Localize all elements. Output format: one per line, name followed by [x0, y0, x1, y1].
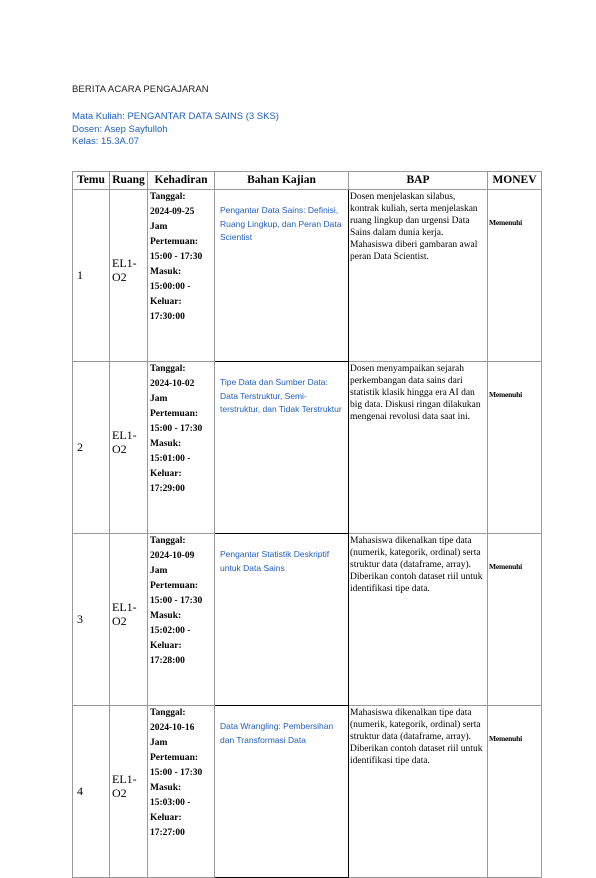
cell-ruang: EL1-O2: [110, 190, 148, 362]
cell-bap: Mahasiswa dikenalkan tipe data (numerik, kategorik, ordinal) serta struktur data (dataframe, array). Diberikan contoh dataset riil untuk identifikasi tipe data.: [349, 534, 488, 706]
cell-temu: 2: [73, 362, 110, 534]
cell-bap: Dosen menjelaskan silabus, kontrak kuliah, serta menjelaskan ruang lingkup dan urgensi Data Sains dalam dunia kerja. Mahasiswa diberi gambaran awal peran Data Scientist.: [349, 190, 488, 362]
cell-bap: Dosen menyampaikan sejarah perkembangan data sains dari statistik klasik hingga era AI dan big data. Diskusi ringan dilakukan mengenai revolusi data saat ini.: [349, 362, 488, 534]
cell-temu: 3: [73, 534, 110, 706]
cell-bahan-kajian: Tipe Data dan Sumber Data: Data Terstruktur, Semi-terstruktur, dan Tidak Terstruktur: [215, 362, 349, 534]
cell-bahan-kajian: Pengantar Statistik Deskriptif untuk Data Sains: [215, 534, 349, 706]
attendance-out-label: Keluar:: [150, 641, 182, 651]
attendance-jam-label: Jam: [150, 394, 168, 404]
attendance-jam-label: Jam: [150, 738, 168, 748]
attendance-date: 2024-10-16: [150, 723, 195, 733]
attendance-in-time: 15:03:00 -: [150, 798, 191, 808]
cell-bap: Mahasiswa dikenalkan tipe data (numerik, kategorik, ordinal) serta struktur data (dataframe, array). Diberikan contoh dataset riil untuk identifikasi tipe data.: [349, 706, 488, 878]
attendance-jam-label: Jam: [150, 222, 168, 232]
header-kehadiran: Kehadiran: [148, 172, 215, 190]
attendance-date-label: Tanggal:: [150, 192, 186, 202]
cell-kehadiran: [148, 190, 215, 362]
cell-monev: Memenuhi: [488, 190, 542, 362]
attendance-jam-label: Jam: [150, 566, 168, 576]
attendance-in-label: Masuk:: [150, 611, 182, 621]
header-temu: Temu: [73, 172, 110, 190]
attendance-in-time: 15:00:00 -: [150, 282, 191, 292]
cell-monev: Memenuhi: [488, 706, 542, 878]
attendance-out-time: 17:30:00: [150, 312, 185, 322]
attendance-session-label: Pertemuan:: [150, 753, 199, 763]
attendance-session-label: Pertemuan:: [150, 237, 199, 247]
document-title: BERITA ACARA PENGAJARAN: [72, 84, 209, 95]
cell-temu: 4: [73, 706, 110, 878]
attendance-in-label: Masuk:: [150, 783, 182, 793]
attendance-date-label: Tanggal:: [150, 708, 186, 718]
cell-kehadiran: [148, 362, 215, 534]
table-header-row: [73, 172, 542, 190]
header-monev: MONEV: [488, 172, 542, 190]
attendance-out-label: Keluar:: [150, 813, 182, 823]
attendance-session-label: Pertemuan:: [150, 409, 199, 419]
cell-temu: 1: [73, 190, 110, 362]
header-bap: BAP: [349, 172, 488, 190]
course-info: [72, 111, 279, 149]
cell-ruang: EL1-O2: [110, 362, 148, 534]
attendance-out-time: 17:28:00: [150, 656, 185, 666]
header-bahan-kajian: Bahan Kajian: [215, 172, 349, 190]
class-code: Kelas: 15.3A.07: [72, 136, 140, 147]
attendance-session-time: 15:00 - 17:30: [150, 424, 203, 434]
attendance-out-label: Keluar:: [150, 469, 182, 479]
cell-kehadiran: [148, 706, 215, 878]
cell-ruang: EL1-O2: [110, 706, 148, 878]
header-ruang: Ruang: [110, 172, 148, 190]
table-row: [73, 534, 542, 706]
attendance-date: 2024-10-02: [150, 379, 195, 389]
teaching-record-table: [72, 171, 542, 878]
course-name: Mata Kuliah: PENGANTAR DATA SAINS (3 SKS): [72, 111, 279, 122]
attendance-in-time: 15:02:00 -: [150, 626, 191, 636]
attendance-in-time: 15:01:00 -: [150, 454, 191, 464]
lecturer-name: Dosen: Asep Sayfulloh: [72, 123, 168, 135]
cell-monev: Memenuhi: [488, 362, 542, 534]
attendance-session-time: 15:00 - 17:30: [150, 596, 203, 606]
table-row: [73, 362, 542, 534]
attendance-session-time: 15:00 - 17:30: [150, 252, 203, 262]
attendance-in-label: Masuk:: [150, 267, 182, 277]
attendance-session-label: Pertemuan:: [150, 581, 199, 591]
table-row: [73, 706, 542, 878]
attendance-out-time: 17:27:00: [150, 828, 185, 838]
table-row: [73, 190, 542, 362]
attendance-date-label: Tanggal:: [150, 536, 186, 546]
cell-bahan-kajian: Pengantar Data Sains: Definisi, Ruang Lingkup, dan Peran Data Scientist: [215, 190, 349, 362]
attendance-date-label: Tanggal:: [150, 364, 186, 374]
attendance-date: 2024-10-09: [150, 551, 195, 561]
cell-kehadiran: [148, 534, 215, 706]
cell-monev: Memenuhi: [488, 534, 542, 706]
attendance-session-time: 15:00 - 17:30: [150, 768, 203, 778]
attendance-out-time: 17:29:00: [150, 484, 185, 494]
attendance-out-label: Keluar:: [150, 297, 182, 307]
cell-ruang: EL1-O2: [110, 534, 148, 706]
attendance-date: 2024-09-25: [150, 207, 195, 217]
cell-bahan-kajian: Data Wrangling: Pembersihan dan Transformasi Data: [215, 706, 349, 878]
document-header: [72, 84, 279, 149]
attendance-in-label: Masuk:: [150, 439, 182, 449]
